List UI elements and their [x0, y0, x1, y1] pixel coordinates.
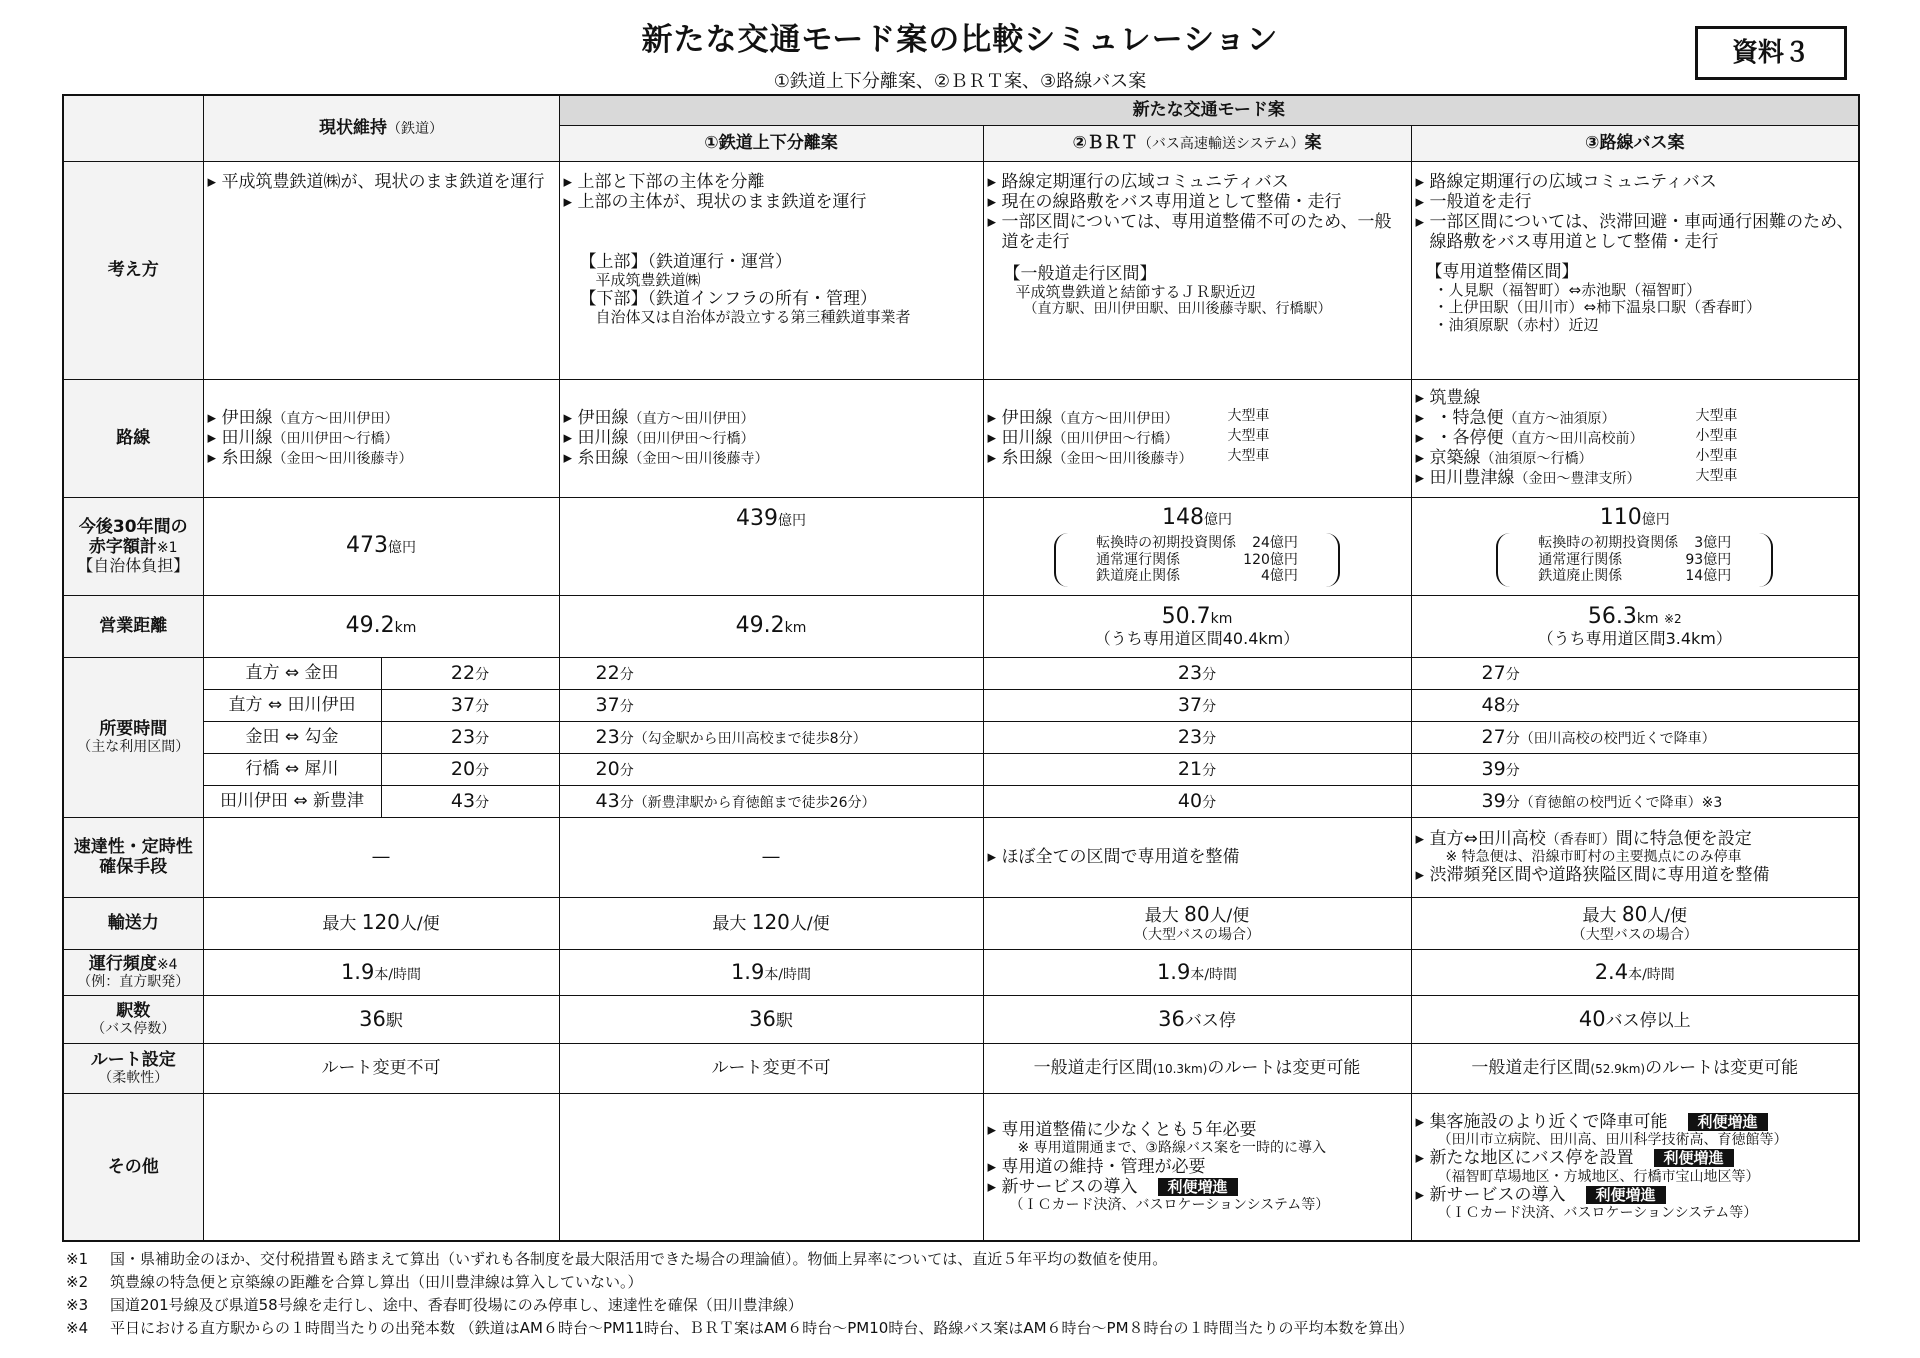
page-title: 新たな交通モード案の比較シミュレーション: [641, 22, 1279, 58]
time-option3-0: 27分: [1411, 657, 1859, 689]
row-label-speed: 速達性・定時性 確保手段: [63, 817, 203, 897]
time-option1-3: 20分: [559, 753, 983, 785]
concept-current: ▸ 平成筑豊鉄道㈱が、現状のまま鉄道を運行: [203, 161, 559, 379]
frequency-option1: 1.9本/時間: [559, 949, 983, 995]
row-label-distance: 営業距離: [63, 595, 203, 657]
col-header-option2: ②ＢＲＴ（バス高速輸送システム）案: [983, 125, 1411, 161]
time-option3-2: 27分（田川高校の校門近くで降車）: [1411, 721, 1859, 753]
convenience-badge: 利便増進: [1688, 1113, 1768, 1131]
time-current-1: 37分: [381, 689, 559, 721]
frequency-option3: 2.4本/時間: [1411, 949, 1859, 995]
time-current-3: 20分: [381, 753, 559, 785]
capacity-current: 最大 120人/便: [203, 897, 559, 949]
concept-option3: ▸ 路線定期運行の広域コミュニティバス ▸ 一般道を走行 ▸ 一部区間については、渋滞回避・車両通行困難のため、線路敷をバス専用道として整備・走行 【専用道整備区間】 ・人見駅（福智町）⇔赤池駅（福智町） ・上伊田駅（田川市）⇔柿下温泉口駅（香春町） ・油須原駅（赤村）近辺: [1411, 161, 1859, 379]
other-option1: [559, 1093, 983, 1241]
frequency-current: 1.9本/時間: [203, 949, 559, 995]
deficit-option3-breakdown: 転換時の初期投資関係 3億円 通常運行関係 93億円 鉄道廃止関係 14億円: [1496, 533, 1773, 587]
frequency-option2: 1.9本/時間: [983, 949, 1411, 995]
footnotes: [66, 1248, 1856, 1340]
convenience-badge: 利便増進: [1654, 1149, 1734, 1167]
other-current: [203, 1093, 559, 1241]
time-current-0: 22分: [381, 657, 559, 689]
route-setting-option2: 一般道走行区間(10.3km)のルートは変更可能: [983, 1043, 1411, 1093]
time-option1-1: 37分: [559, 689, 983, 721]
time-current-4: 43分: [381, 785, 559, 817]
time-option1-4: 43分（新豊津駅から育徳館まで徒歩26分）: [559, 785, 983, 817]
capacity-option2: 最大 80人/便 （大型バスの場合）: [983, 897, 1411, 949]
footnote-4: ※4 平日における直方駅からの１時間当たりの出発本数 （鉄道はAM６時台～PM11時台、ＢＲＴ案はAM６時台～PM10時台、路線バス案はAM６時台～PM８時台の１時間当たりの平均本数を算出）: [66, 1319, 1414, 1337]
deficit-current: 473億円: [203, 497, 559, 595]
col-header-current: 現状維持（鉄道）: [203, 95, 559, 161]
concept-option2: ▸ 路線定期運行の広域コミュニティバス ▸ 現在の線路敷をバス専用道として整備・走行 ▸ 一部区間については、専用道整備不可のため、一般道を走行 【一般道走行区間】 平成筑豊鉄道と結節するＪＲ駅近辺 （直方駅、田川伊田駅、田川後藤寺駅、行橋駅）: [983, 161, 1411, 379]
time-option3-3: 39分: [1411, 753, 1859, 785]
title-block: [0, 14, 1920, 93]
footnote-2: ※2 筑豊線の特急便と京築線の距離を合算し算出（田川豊津線は算入していない。）: [66, 1273, 643, 1291]
speed-current: ―: [203, 817, 559, 897]
time-option2-2: 23分: [983, 721, 1411, 753]
stations-current: 36駅: [203, 995, 559, 1043]
row-label-stations: 駅数 （バス停数）: [63, 995, 203, 1043]
row-label-other: その他: [63, 1093, 203, 1241]
time-segment-0: 直方 ⇔ 金田: [203, 657, 381, 689]
time-current-2: 23分: [381, 721, 559, 753]
deficit-option1: 439億円: [559, 497, 983, 595]
speed-option1: ―: [559, 817, 983, 897]
convenience-badge: 利便増進: [1158, 1178, 1238, 1196]
time-option3-1: 48分: [1411, 689, 1859, 721]
routes-option1: ▸ 伊田線（直方～田川伊田） ▸ 田川線（田川伊田～行橋） ▸ 糸田線（金田～田川後藤寺）: [559, 379, 983, 497]
col-header-option1: ①鉄道上下分離案: [559, 125, 983, 161]
stations-option3: 40バス停以上: [1411, 995, 1859, 1043]
time-option3-4: 39分（育徳館の校門近くで降車）※3: [1411, 785, 1859, 817]
row-label-time: 所要時間 （主な利用区間）: [63, 657, 203, 817]
distance-option1: 49.2km: [559, 595, 983, 657]
document-number-box: 資料３: [1695, 26, 1847, 80]
concept-option1: ▸ 上部と下部の主体を分離 ▸ 上部の主体が、現状のまま鉄道を運行 【上部】（鉄道運行・運営） 平成筑豊鉄道㈱ 【下部】（鉄道インフラの所有・管理） 自治体又は自治体が設立する第三種鉄道事業者: [559, 161, 983, 379]
route-setting-current: ルート変更不可: [203, 1043, 559, 1093]
time-option2-4: 40分: [983, 785, 1411, 817]
convenience-badge: 利便増進: [1586, 1186, 1666, 1204]
deficit-option2: 148億円 転換時の初期投資関係 24億円 通常運行関係 120億円 鉄道廃止関係 4億円: [983, 497, 1411, 595]
footnote-3: ※3 国道201号線及び県道58号線を走行し、途中、香春町役場にのみ停車し、速達性を確保（田川豊津線）: [66, 1296, 803, 1314]
col-header-option3: ③路線バス案: [1411, 125, 1859, 161]
time-segment-2: 金田 ⇔ 勾金: [203, 721, 381, 753]
distance-current: 49.2km: [203, 595, 559, 657]
deficit-option3: 110億円 転換時の初期投資関係 3億円 通常運行関係 93億円 鉄道廃止関係 14億円: [1411, 497, 1859, 595]
distance-option3: 56.3km ※2 （うち専用道区間3.4km）: [1411, 595, 1859, 657]
row-label-frequency: 運行頻度※4 （例：直方駅発）: [63, 949, 203, 995]
footnote-1: ※1 国・県補助金のほか、交付税措置も踏まえて算出（いずれも各制度を最大限活用できた場合の理論値）。物価上昇率については、直近５年平均の数値を使用。: [66, 1250, 1168, 1268]
comparison-table: [62, 94, 1860, 1242]
speed-option3: ▸ 直方⇔田川高校（香春町）間に特急便を設定 ※ 特急便は、沿線市町村の主要拠点にのみ停車 ▸ 渋滞頻発区間や道路狭隘区間に専用道を整備: [1411, 817, 1859, 897]
time-option2-1: 37分: [983, 689, 1411, 721]
row-label-routes: 路線: [63, 379, 203, 497]
row-label-deficit: 今後30年間の 赤字額計※1 【自治体負担】: [63, 497, 203, 595]
capacity-option1: 最大 120人/便: [559, 897, 983, 949]
other-option3: ▸ 集客施設のより近くで降車可能 利便増進 （田川市立病院、田川高、田川科学技術高、育徳館等） ▸ 新たな地区にバス停を設置 利便増進 （福智町草場地区・方城地区、行橋市宝山地区等） ▸ 新サービスの導入 利便増進 （ＩＣカード決済、バスロケーションシステム等）: [1411, 1093, 1859, 1241]
row-label-route-setting: ルート設定 （柔軟性）: [63, 1043, 203, 1093]
time-option2-3: 21分: [983, 753, 1411, 785]
routes-option2: ▸ 伊田線（直方～田川伊田） 大型車 ▸ 田川線（田川伊田～行橋） 大型車 ▸ 糸田線（金田～田川後藤寺） 大型車: [983, 379, 1411, 497]
deficit-option2-breakdown: 転換時の初期投資関係 24億円 通常運行関係 120億円 鉄道廃止関係 4億円: [1054, 533, 1340, 587]
time-segment-4: 田川伊田 ⇔ 新豊津: [203, 785, 381, 817]
time-segment-3: 行橋 ⇔ 犀川: [203, 753, 381, 785]
speed-option2: ▸ ほぼ全ての区間で専用道を整備: [983, 817, 1411, 897]
time-option1-0: 22分: [559, 657, 983, 689]
route-setting-option3: 一般道走行区間(52.9km)のルートは変更可能: [1411, 1043, 1859, 1093]
distance-option2: 50.7km （うち専用道区間40.4km）: [983, 595, 1411, 657]
stations-option2: 36バス停: [983, 995, 1411, 1043]
stations-option1: 36駅: [559, 995, 983, 1043]
corner-cell: [63, 95, 203, 161]
time-option1-2: 23分（勾金駅から田川高校まで徒歩8分）: [559, 721, 983, 753]
time-segment-1: 直方 ⇔ 田川伊田: [203, 689, 381, 721]
row-label-concept: 考え方: [63, 161, 203, 379]
row-label-capacity: 輸送力: [63, 897, 203, 949]
route-setting-option1: ルート変更不可: [559, 1043, 983, 1093]
routes-option3: ▸ 筑豊線 ▸ ・特急便（直方～油須原） 大型車 ▸ ・各停便（直方～田川高校前） 小型車 ▸ 京築線（油須原～行橋） 小型車 ▸ 田川豊津線（金田～豊津支所） 大型車: [1411, 379, 1859, 497]
page-subtitle: ①鉄道上下分離案、②ＢＲＴ案、③路線バス案: [773, 71, 1147, 92]
col-group-header: 新たな交通モード案: [559, 95, 1859, 125]
routes-current: ▸ 伊田線（直方～田川伊田） ▸ 田川線（田川伊田～行橋） ▸ 糸田線（金田～田川後藤寺）: [203, 379, 559, 497]
time-option2-0: 23分: [983, 657, 1411, 689]
capacity-option3: 最大 80人/便 （大型バスの場合）: [1411, 897, 1859, 949]
other-option2: ▸ 専用道整備に少なくとも５年必要 ※ 専用道開通まで、③路線バス案を一時的に導入 ▸ 専用道の維持・管理が必要 ▸ 新サービスの導入 利便増進 （ＩＣカード決済、バスロケーションシステム等）: [983, 1093, 1411, 1241]
